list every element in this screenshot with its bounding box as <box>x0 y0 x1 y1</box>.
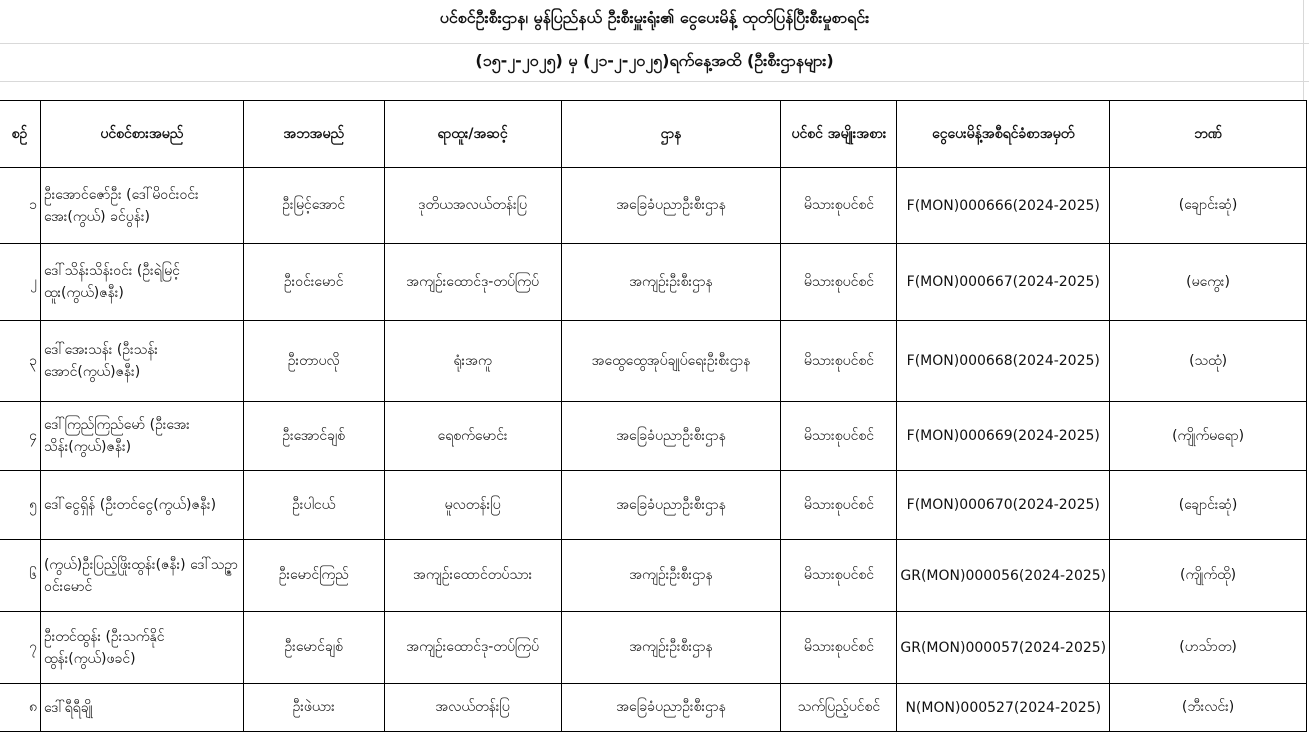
cell-bank[interactable]: (သထုံ) <box>1110 321 1307 402</box>
cell-father[interactable]: ဦးဖဲယား <box>243 684 384 732</box>
cell-rank[interactable]: အကျဉ်းထောင်ဒု-တပ်ကြပ် <box>384 244 561 321</box>
cell-report[interactable]: GR(MON)000056(2024-2025) <box>897 540 1110 612</box>
cell-no[interactable]: ၄ <box>0 402 40 471</box>
cell-father[interactable]: ဦးမောင်ကြည် <box>243 540 384 612</box>
cell-father[interactable]: ဦးတာပလို <box>243 321 384 402</box>
cell-no[interactable]: ၆ <box>0 540 40 612</box>
cell-dept[interactable]: အခြေခံပညာဦးစီးဌာန <box>561 684 781 732</box>
cell-father[interactable]: ဦးမောင်ချစ် <box>243 612 384 684</box>
gridline <box>0 81 1309 82</box>
col-header-no[interactable]: စဉ် <box>0 101 40 168</box>
cell-bank[interactable]: (ဘီးလင်း) <box>1110 684 1307 732</box>
sheet-title: ပင်စင်ဦးစီးဌာန၊ မွန်ပြည်နယ် ဦးစီးမှူးရုံး၏ ငွေပေးမိန့် ထုတ်ပြန်ပြီးစီးမှုစာရင်း <box>439 7 870 27</box>
cell-rank[interactable]: ဒုတိယအလယ်တန်းပြ <box>384 168 561 244</box>
cell-type[interactable]: မိသားစုပင်စင် <box>781 402 897 471</box>
cell-type[interactable]: မိသားစုပင်စင် <box>781 168 897 244</box>
cell-no[interactable]: ၅ <box>0 471 40 540</box>
col-header-rank[interactable]: ရာထူး/အဆင့် <box>384 101 561 168</box>
cell-father[interactable]: ဦးအောင်ချစ် <box>243 402 384 471</box>
cell-type[interactable]: မိသားစုပင်စင် <box>781 540 897 612</box>
cell-no[interactable]: ၃ <box>0 321 40 402</box>
cell-report[interactable]: F(MON)000670(2024-2025) <box>897 471 1110 540</box>
cell-rank[interactable]: အကျဉ်းထောင်ဒု-တပ်ကြပ် <box>384 612 561 684</box>
cell-bank[interactable]: (ချောင်းဆုံ) <box>1110 471 1307 540</box>
cell-type[interactable]: မိသားစုပင်စင် <box>781 612 897 684</box>
cell-rank[interactable]: မူလတန်းပြ <box>384 471 561 540</box>
cell-father[interactable]: ဦးပါငယ် <box>243 471 384 540</box>
cell-type[interactable]: မိသားစုပင်စင် <box>781 244 897 321</box>
cell-dept[interactable]: အကျဉ်းဦးစီးဌာန <box>561 612 781 684</box>
cell-report[interactable]: GR(MON)000057(2024-2025) <box>897 612 1110 684</box>
cell-rank[interactable]: ရေစက်မောင်း <box>384 402 561 471</box>
cell-type[interactable]: သက်ပြည့်ပင်စင် <box>781 684 897 732</box>
table-row <box>0 684 1307 732</box>
cell-report[interactable]: F(MON)000669(2024-2025) <box>897 402 1110 471</box>
pension-table <box>0 100 1307 732</box>
cell-name[interactable]: ဒေါ်ကြည်ကြည်မော် (ဦးအေးသိန်း(ကွယ်)ဇနီး) <box>40 402 243 471</box>
cell-bank[interactable]: (မကွေး) <box>1110 244 1307 321</box>
cell-report[interactable]: F(MON)000666(2024-2025) <box>897 168 1110 244</box>
cell-bank[interactable]: (ဟသ်ာတ) <box>1110 612 1307 684</box>
cell-name[interactable]: ဦးအောင်ဇော်ဦး (ဒေါ်မိဝင်းဝင်းအေး(ကွယ်) ခင်ပွန်း) <box>40 168 243 244</box>
cell-bank[interactable]: (ကျိုက်ထို) <box>1110 540 1307 612</box>
cell-name[interactable]: ဒေါ်ရီရီချို <box>40 684 243 732</box>
cell-dept[interactable]: အခြေခံပညာဦးစီးဌာန <box>561 168 781 244</box>
table-row <box>0 471 1307 540</box>
cell-no[interactable]: ၈ <box>0 684 40 732</box>
table-row <box>0 321 1307 402</box>
cell-name[interactable]: ဦးတင်ထွန်း (ဦးသက်နိုင်ထွန်း(ကွယ်)ဖခင်) <box>40 612 243 684</box>
table-row <box>0 612 1307 684</box>
cell-name[interactable]: (ကွယ်)ဦးပြည့်ဖြိုးထွန်း(ဇနီး) ဒေါ်သဉ္ဇာဝင်းမောင် <box>40 540 243 612</box>
cell-no[interactable]: ၂ <box>0 244 40 321</box>
cell-dept[interactable]: အခြေခံပညာဦးစီးဌာန <box>561 402 781 471</box>
cell-rank[interactable]: ရုံးအကူ <box>384 321 561 402</box>
col-header-name[interactable]: ပင်စင်စားအမည် <box>40 101 243 168</box>
col-header-dept[interactable]: ဌာန <box>561 101 781 168</box>
cell-report[interactable]: F(MON)000668(2024-2025) <box>897 321 1110 402</box>
cell-name[interactable]: ဒေါ်ငွေရှိန် (ဦးတင်ငွေ(ကွယ်)ဇနီး) <box>40 471 243 540</box>
cell-rank[interactable]: အလယ်တန်းပြ <box>384 684 561 732</box>
table-row <box>0 540 1307 612</box>
cell-father[interactable]: ဦးဝင်းမောင် <box>243 244 384 321</box>
cell-bank[interactable]: (ကျိုက်မရော) <box>1110 402 1307 471</box>
sheet-subtitle: (၁၅-၂-၂၀၂၅) မှ (၂၁-၂-၂၀၂၅)ရက်နေ့အထိ (ဦးစီးဌာနများ) <box>475 50 834 70</box>
cell-report[interactable]: F(MON)000667(2024-2025) <box>897 244 1110 321</box>
cell-father[interactable]: ဦးမြင့်အောင် <box>243 168 384 244</box>
cell-bank[interactable]: (ချောင်းဆုံ) <box>1110 168 1307 244</box>
cell-no[interactable]: ၇ <box>0 612 40 684</box>
cell-dept[interactable]: အထွေထွေအုပ်ချုပ်ရေးဦးစီးဌာန <box>561 321 781 402</box>
table-row <box>0 402 1307 471</box>
cell-type[interactable]: မိသားစုပင်စင် <box>781 471 897 540</box>
header-row <box>0 101 1307 168</box>
cell-rank[interactable]: အကျဉ်းထောင်တပ်သား <box>384 540 561 612</box>
table-row <box>0 244 1307 321</box>
col-header-type[interactable]: ပင်စင် အမျိုးအစား <box>781 101 897 168</box>
col-header-bank[interactable]: ဘဏ် <box>1110 101 1307 168</box>
cell-name[interactable]: ဒေါ်သိန်းသိန်းဝင်း (ဦးရဲမြင့်ထူး(ကွယ်)ဇနီး) <box>40 244 243 321</box>
col-header-report[interactable]: ငွေပေးမိန့်အစီရင်ခံစာအမှတ် <box>897 101 1110 168</box>
cell-dept[interactable]: အကျဉ်းဦးစီးဌာန <box>561 540 781 612</box>
cell-report[interactable]: N(MON)000527(2024-2025) <box>897 684 1110 732</box>
table-row <box>0 168 1307 244</box>
cell-dept[interactable]: အခြေခံပညာဦးစီးဌာန <box>561 471 781 540</box>
cell-dept[interactable]: အကျဉ်းဦးစီးဌာန <box>561 244 781 321</box>
cell-no[interactable]: ၁ <box>0 168 40 244</box>
cell-name[interactable]: ဒေါ်အေးသန်း (ဦးသန်းအောင်(ကွယ်)ဇနီး) <box>40 321 243 402</box>
cell-type[interactable]: မိသားစုပင်စင် <box>781 321 897 402</box>
col-header-father[interactable]: အဘအမည် <box>243 101 384 168</box>
